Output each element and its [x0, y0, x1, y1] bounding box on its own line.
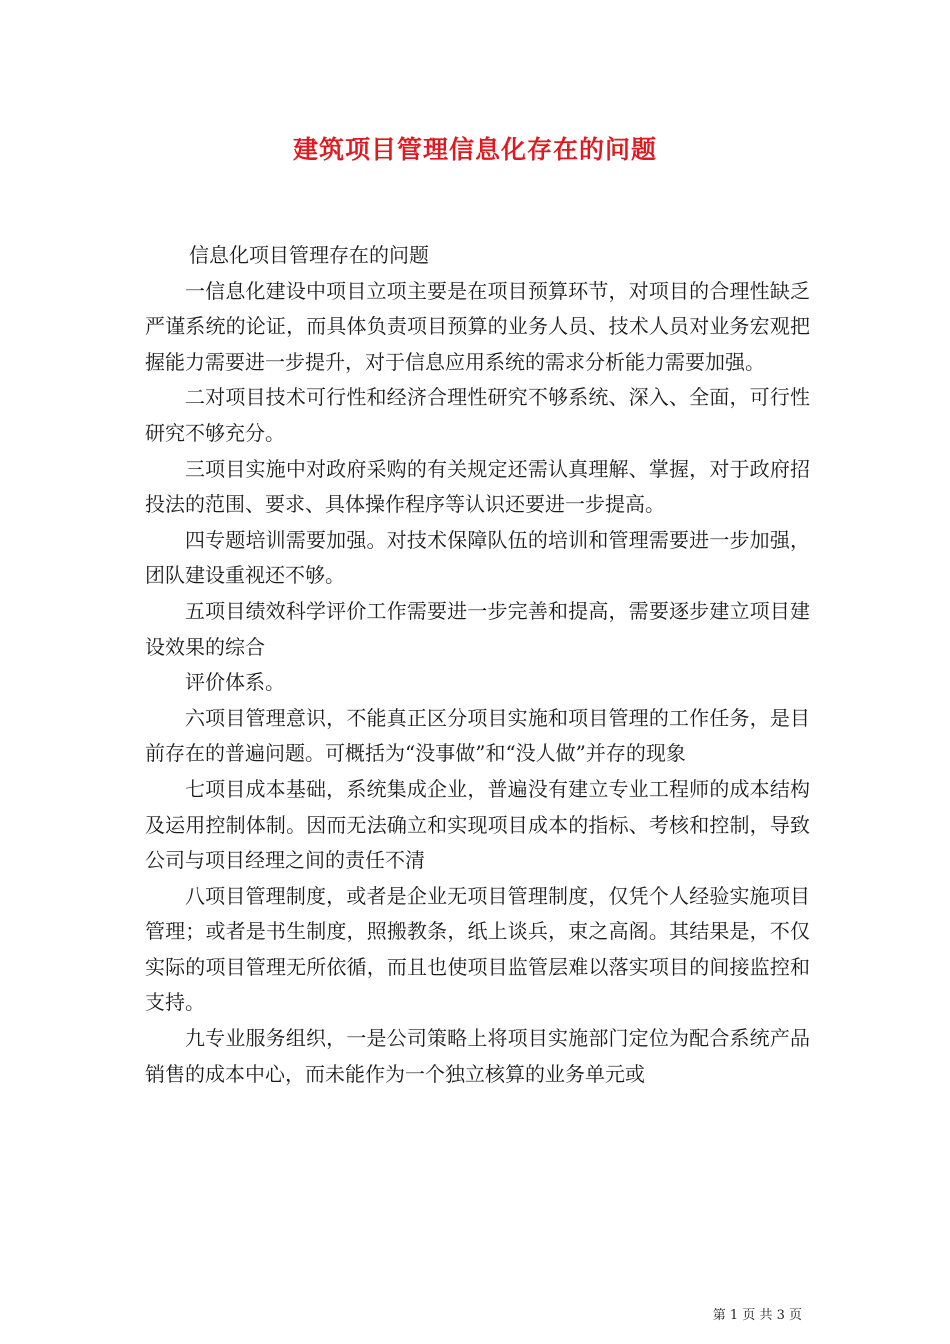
- page-number-footer: 第 1 页 共 3 页: [712, 1308, 802, 1323]
- paragraph-3: 三项目实施中对政府采购的有关规定还需认真理解、掌握，对于政府招投法的范围、要求、具体操作程序等认识还要进一步提高。: [145, 456, 810, 517]
- paragraph-7: 七项目成本基础，系统集成企业，普遍没有建立专业工程师的成本结构及运用控制体制。因而无法确立和实现项目成本的指标、考核和控制，导致公司与项目经理之间的责任不清: [145, 776, 810, 873]
- paragraph-2: 二对项目技术可行性和经济合理性研究不够系统、深入、全面，可行性研究不够充分。: [145, 385, 810, 445]
- paragraph-8: 八项目管理制度，或者是企业无项目管理制度，仅凭个人经验实施项目管理；或者是书生制度，照搬教条，纸上谈兵，束之高阁。其结果是，不仅实际的项目管理无所依循，而且也使项目监管层难以落实项目的间接监控和支持。: [145, 883, 810, 1015]
- paragraph-4: 四专题培训需要加强。对技术保障队伍的培训和管理需要进一步加强，团队建设重视还不够。: [145, 527, 810, 588]
- paragraph-1: 一信息化建设中项目立项主要是在项目预算环节，对项目的合理性缺乏严谨系统的论证，而具体负责项目预算的业务人员、技术人员对业务宏观把握能力需要进一步提升，对于信息应用系统的需求分析能力需要加强。: [145, 278, 810, 374]
- document-body: [145, 238, 810, 1092]
- paragraph-6: 六项目管理意识，不能真正区分项目实施和项目管理的工作任务，是目前存在的普遍问题。可概括为“没事做”和“没人做”并存的现象: [145, 705, 810, 766]
- paragraph-5: 五项目绩效科学评价工作需要进一步完善和提高，需要逐步建立项目建设效果的综合: [145, 598, 810, 659]
- paragraph-9: 九专业服务组织，一是公司策略上将项目实施部门定位为配合系统产品销售的成本中心，而未能作为一个独立核算的业务单元或: [145, 1026, 810, 1086]
- paragraph-5-continued: 评价体系。: [185, 670, 285, 695]
- document-title: 建筑项目管理信息化存在的问题: [292, 135, 657, 164]
- section-subheading: 信息化项目管理存在的问题: [189, 243, 429, 267]
